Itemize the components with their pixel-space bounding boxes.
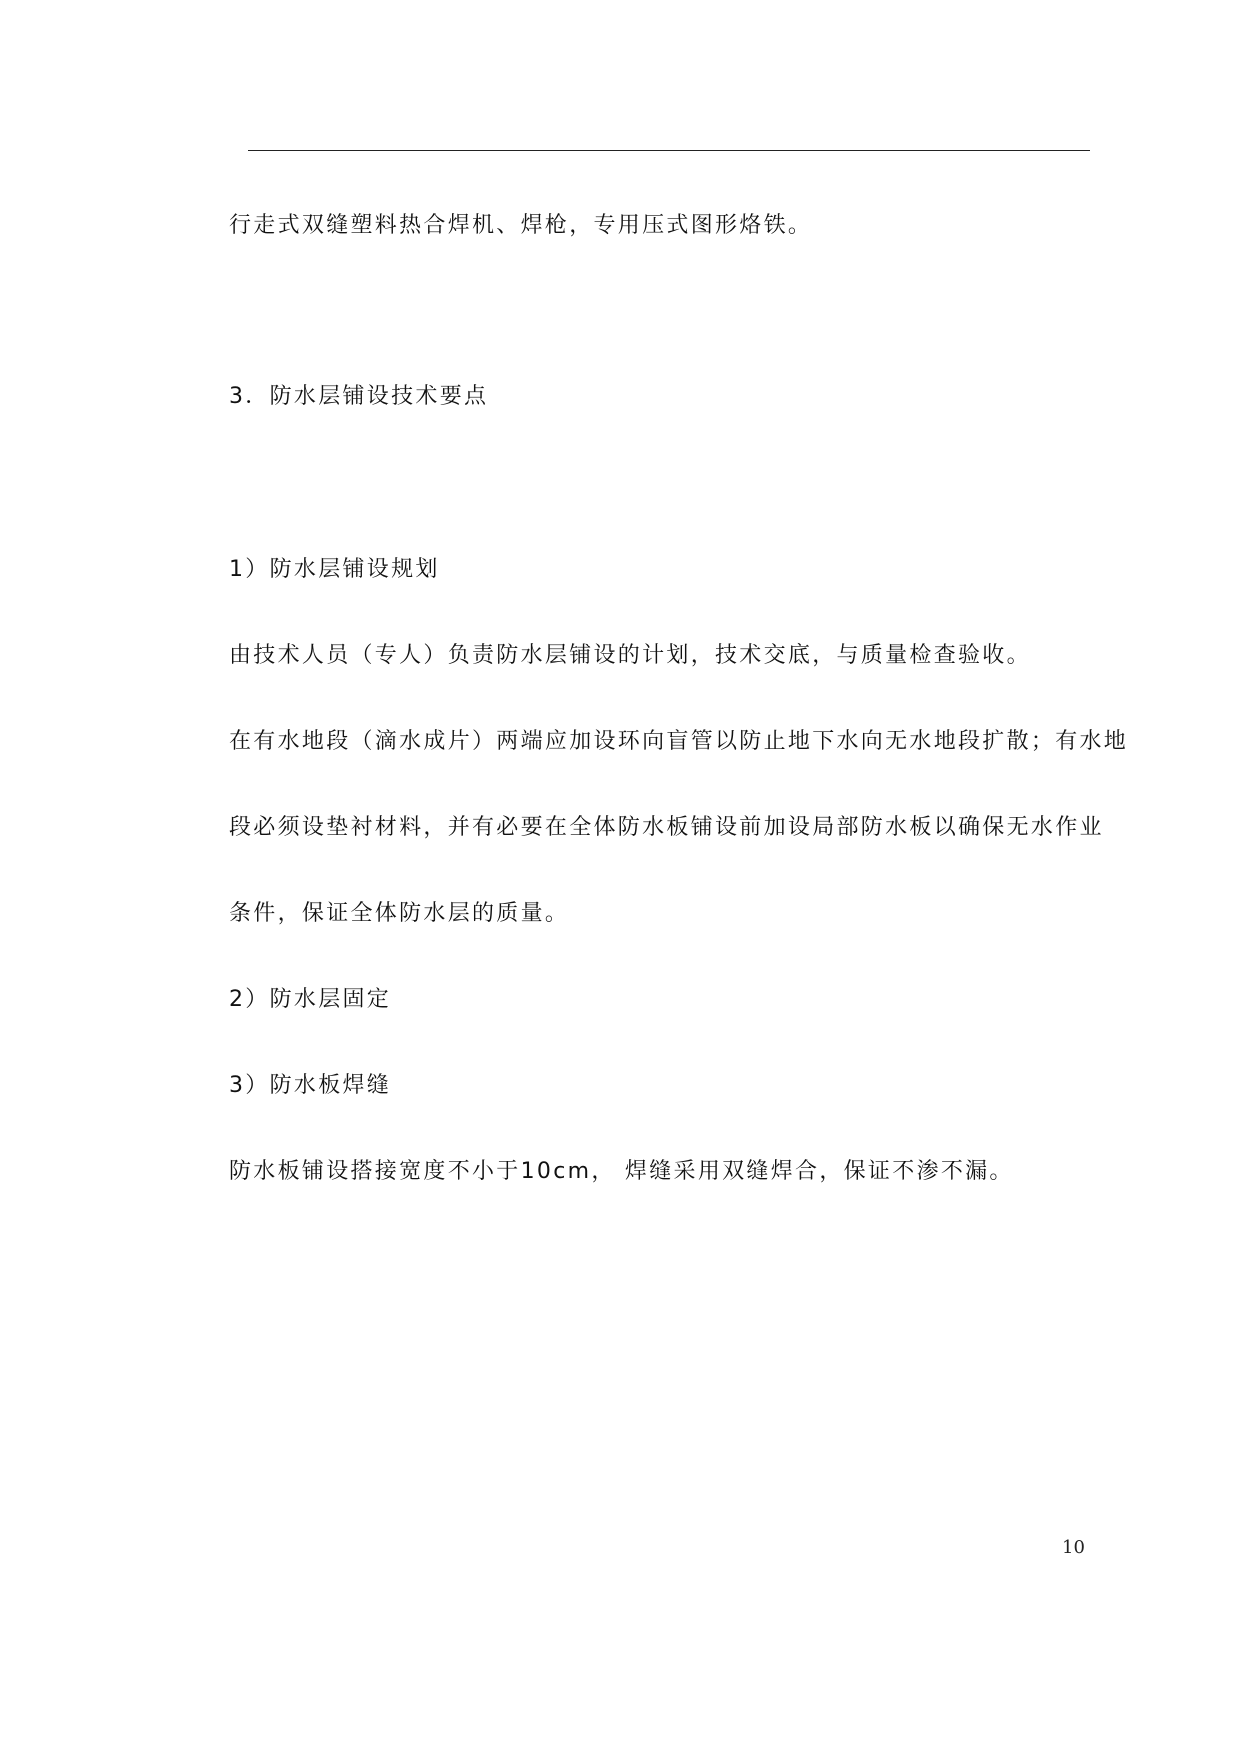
subheading-2: 2）防水层固定	[229, 987, 392, 1012]
subheading-1: 1）防水层铺设规划	[229, 557, 440, 582]
paragraph-line: 段必须设垫衬材料，并有必要在全体防水板铺设前加设局部防水板以确保无水作业	[229, 815, 1104, 840]
paragraph-line: 防水板铺设搭接宽度不小于10cm， 焊缝采用双缝焊合，保证不渗不漏。	[229, 1159, 1014, 1184]
page-number: 10	[1062, 1537, 1085, 1558]
paragraph-line: 在有水地段（滴水成片）两端应加设环向盲管以防止地下水向无水地段扩散；有水地	[229, 729, 1129, 754]
subheading-3: 3）防水板焊缝	[229, 1073, 392, 1098]
header-rule	[248, 150, 1090, 151]
paragraph-line: 条件，保证全体防水层的质量。	[229, 901, 570, 926]
paragraph-line: 由技术人员（专人）负责防水层铺设的计划，技术交底，与质量检查验收。	[229, 643, 1031, 668]
section-heading-3: 3．防水层铺设技术要点	[229, 384, 489, 409]
text-line-equipment: 行走式双缝塑料热合焊机、焊枪，专用压式图形烙铁。	[229, 213, 813, 238]
